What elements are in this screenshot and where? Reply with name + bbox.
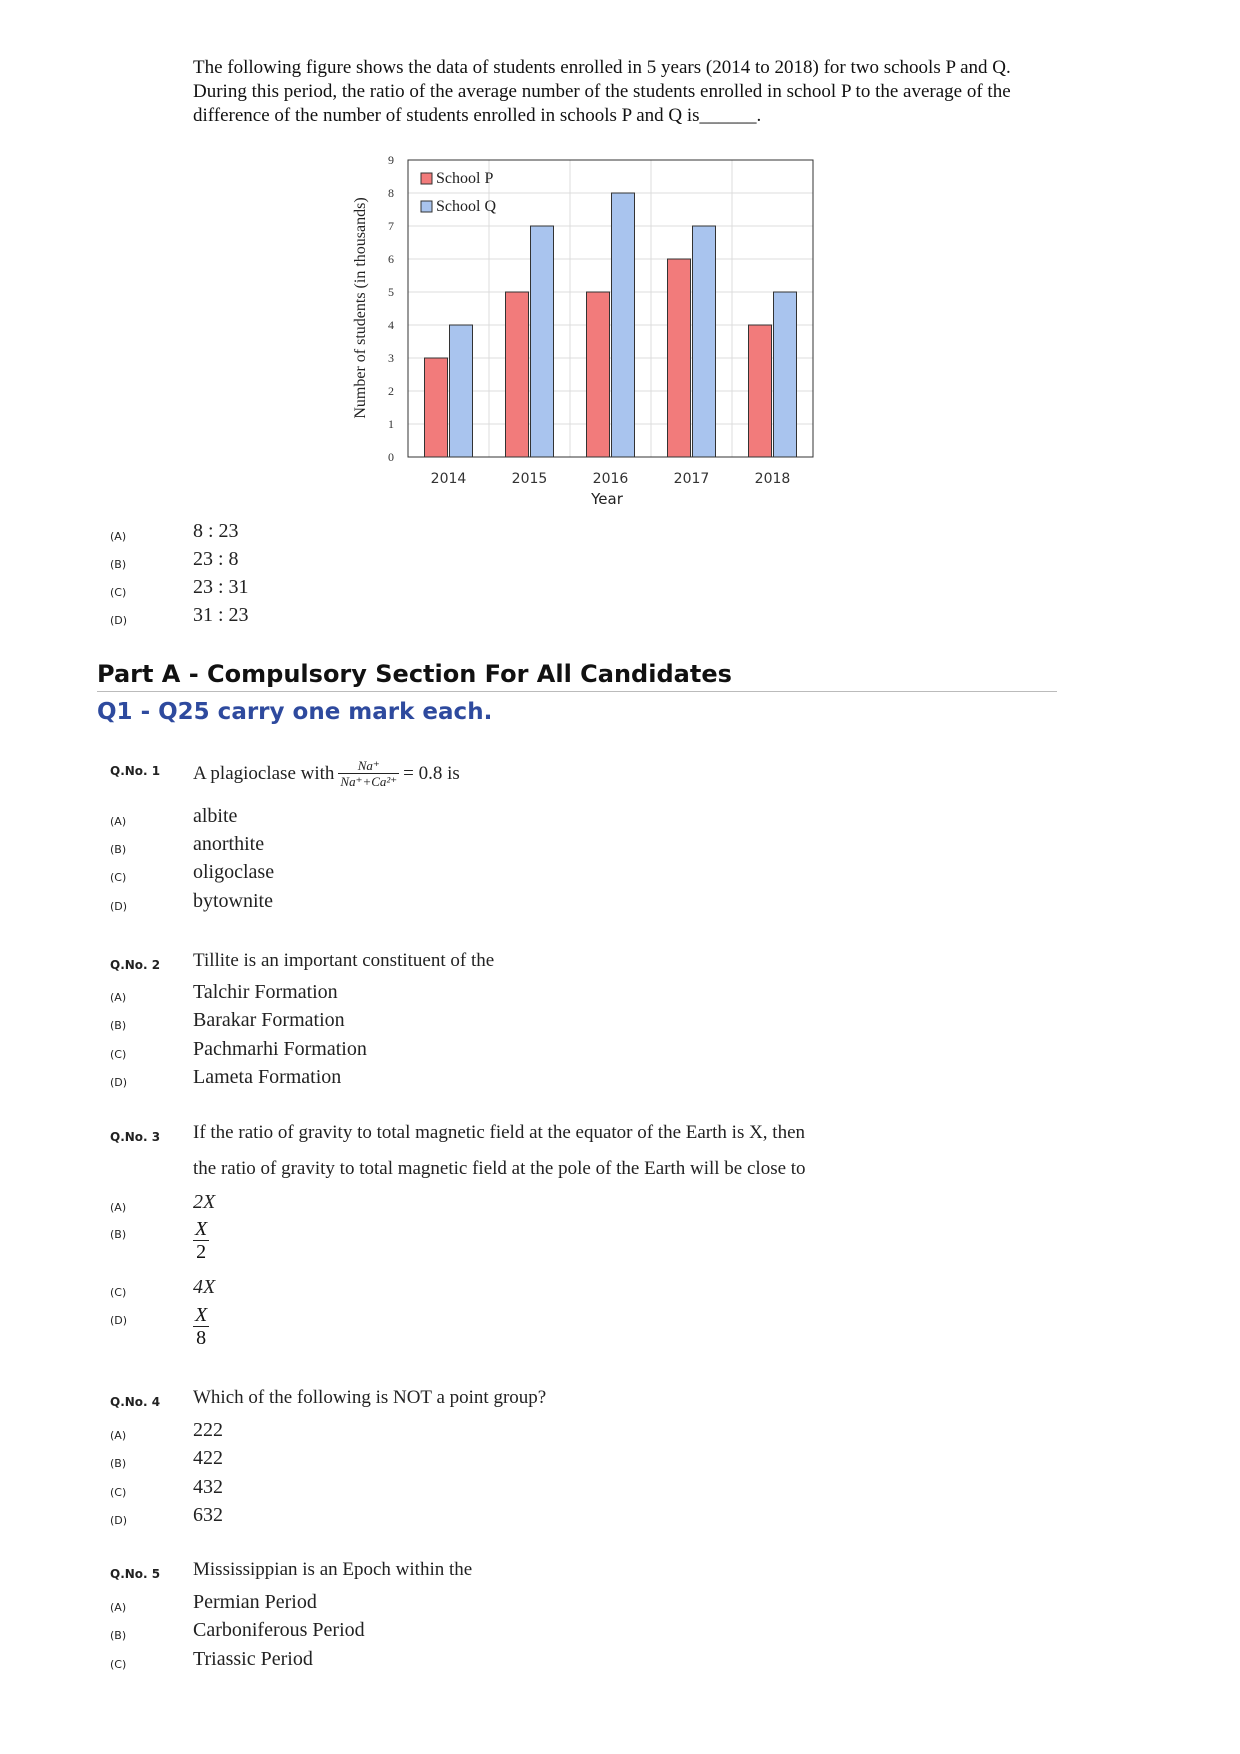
question-text-line-2: the ratio of gravity to total magnetic field at the pole of the Earth will be close to [193,1158,806,1179]
option-text: Permian Period [193,1591,317,1613]
bar-school-q-2014 [450,325,473,457]
option-text: 8 : 23 [193,520,239,542]
question-text [193,758,460,789]
option-text: Talchir Formation [193,981,338,1003]
x-tick-label: 2015 [511,471,548,487]
option-label: (C) [110,1658,127,1671]
question-number: Q.No. 1 [110,764,161,778]
bar-school-p-2016 [587,292,610,457]
option-label: (B) [110,1457,127,1470]
option-text: Pachmarhi Formation [193,1038,367,1060]
question-text: Mississippian is an Epoch within the [193,1559,473,1580]
option-text: 222 [193,1419,223,1441]
y-tick-label: 0 [388,450,394,464]
option-label: (C) [110,1286,127,1299]
bar-school-q-2018 [774,292,797,457]
y-tick-label: 7 [388,219,394,233]
y-tick-label: 8 [388,186,394,200]
option-label: (A) [110,1201,127,1214]
y-tick-label: 1 [388,417,394,431]
option-label: (D) [110,1314,128,1327]
question-text-line-1: If the ratio of gravity to total magnetic field at the equator of the Earth is X, then [193,1122,806,1143]
option-text: 31 : 23 [193,604,249,626]
y-tick-label: 4 [388,318,394,332]
fraction-denominator: Na⁺+Ca²⁺ [340,774,398,789]
legend-swatch-school-p [421,173,432,184]
bar-school-p-2015 [506,292,529,457]
legend-label-school-p: School P [436,170,494,187]
y-tick-label: 5 [388,285,394,299]
option-text: albite [193,805,238,827]
legend-label-school-q: School Q [436,198,496,215]
bar-school-q-2017 [693,226,716,457]
y-tick-label: 2 [388,384,394,398]
x-axis-label: Year [591,490,623,508]
option-text: Triassic Period [193,1648,313,1670]
fraction-denominator: 8 [196,1327,207,1349]
fraction-numerator: X [195,1218,208,1240]
y-tick-label: 9 [388,153,394,167]
option-text: 23 : 8 [193,548,239,570]
x-tick-label: 2016 [592,471,629,487]
option-text: 2X [193,1191,216,1213]
question-number: Q.No. 3 [110,1130,161,1144]
y-tick-label: 6 [388,252,394,266]
option-label: (A) [110,530,127,543]
sodium-fraction [338,758,399,789]
bar-school-p-2014 [425,358,448,457]
question-number: Q.No. 4 [110,1395,161,1409]
option-label: (B) [110,843,127,856]
y-axis-label: Number of students (in thousands) [352,197,369,419]
intro-question-text: The following figure shows the data of students enrolled in 5 years (2014 to 2018) for two schools P and Q. During this period, the ratio of the average number of the students enrolled in school P to the average of the difference of the number of students enrolled in schools P and Q is______. [193,57,1011,126]
section-subtitle: Q1 - Q25 carry one mark each. [97,699,493,725]
fraction-numerator: X [195,1304,208,1326]
q1-text-before: A plagioclase with [193,762,335,784]
y-tick-label: 3 [388,351,394,365]
option-label: (D) [110,1514,128,1527]
bar-school-p-2017 [668,259,691,457]
bar-school-q-2015 [531,226,554,457]
option-fraction [193,1304,209,1349]
option-label: (C) [110,586,127,599]
option-text: Barakar Formation [193,1009,345,1031]
bar-school-q-2016 [612,193,635,457]
x-tick-labels [431,471,791,487]
option-text: bytownite [193,890,273,912]
question-text: Tillite is an important constituent of the [193,950,495,971]
section-title: Part A - Compulsory Section For All Candidates [97,660,732,688]
option-text: Carboniferous Period [193,1619,365,1641]
option-text: anorthite [193,833,265,855]
bar-school-p-2018 [749,325,772,457]
x-tick-label: 2017 [673,471,710,487]
option-label: (B) [110,1228,127,1241]
option-text: 632 [193,1504,223,1526]
option-text: 23 : 31 [193,576,249,598]
option-label: (C) [110,1048,127,1061]
option-label: (D) [110,614,128,627]
option-text: Lameta Formation [193,1066,342,1088]
option-text: 4X [193,1276,216,1298]
question-text: Which of the following is NOT a point group? [193,1387,547,1408]
option-label: (D) [110,900,128,913]
x-tick-label: 2014 [430,471,467,487]
option-label: (B) [110,558,127,571]
x-tick-label: 2018 [754,471,791,487]
option-label: (A) [110,1429,127,1442]
option-label: (C) [110,1486,127,1499]
fraction-denominator: 2 [196,1241,207,1263]
option-fraction [193,1218,209,1263]
option-text: 432 [193,1476,223,1498]
option-label: (A) [110,1601,127,1614]
q1-text-after: = 0.8 is [403,762,460,784]
enrollment-bar-chart [335,148,835,523]
legend-swatch-school-q [421,201,432,212]
question-number: Q.No. 2 [110,958,161,972]
y-tick-labels [388,153,394,464]
fraction-numerator: Na⁺ [338,758,399,774]
option-label: (C) [110,871,127,884]
option-label: (D) [110,1076,128,1089]
option-text: 422 [193,1447,223,1469]
question-number: Q.No. 5 [110,1567,161,1581]
option-text: oligoclase [193,861,275,883]
option-label: (B) [110,1629,127,1642]
option-label: (A) [110,991,127,1004]
option-label: (B) [110,1019,127,1032]
option-label: (A) [110,815,127,828]
section-divider [97,691,1057,692]
